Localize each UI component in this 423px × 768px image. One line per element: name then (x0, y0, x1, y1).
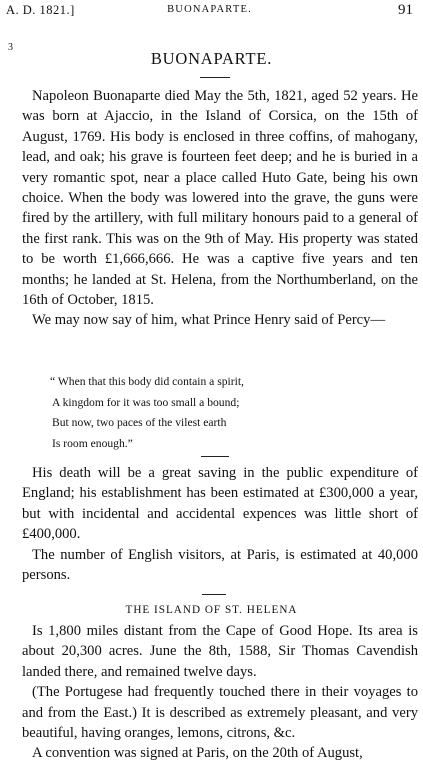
paragraph-death: Napoleon Buonaparte died May the 5th, 1821, aged 52 years. He was born at Ajaccio, in the Island of Corsica, on the 15th of August, 1769. His body is enclosed in three coffins, of mahogany, lead, and oak; his grave is fourteen feet deep; and he is buried in a very romantic spot, near a place called Huto Gate, being his own choice. When the body was lowered into the grave, the guns were fired by the artillery, with full military honours paid to a general of the first rank. This was on the 9th of May. His property was stated to be worth £1,666,666. He was a captive five years and ten months; he landed at St. Helena, from the Northumberland, on the 16th of October, 1815. (22, 88, 418, 309)
section-divider (201, 456, 229, 457)
verse-quotation (50, 372, 244, 454)
paragraph-portugese: (The Portugese had frequently touched there in their voyages to and from the East.) It is described as extremely pleasant, and very beautiful, having oranges, lemons, citrons, &c. (22, 684, 418, 742)
expenditure-text-block (22, 463, 418, 585)
st-helena-text-block (22, 621, 418, 764)
margin-mark: 3 (8, 42, 13, 53)
article-title: BUONAPARTE. (150, 49, 273, 68)
verse-line: “ When that this body did contain a spirit, (50, 375, 244, 388)
verse-line: But now, two paces of the vilest earth (52, 416, 227, 429)
running-head (6, 3, 413, 21)
page-number: 91 (398, 2, 413, 18)
paragraph-percy: We may now say of him, what Prince Henry said of Percy— (32, 312, 386, 329)
verse-line: Is room enough.” (52, 436, 133, 450)
title-divider (200, 77, 230, 78)
running-head-date: A. D. 1821.] (6, 3, 75, 17)
main-text-block (22, 86, 418, 331)
paragraph-expenditure: His death will be a great saving in the public expenditure of England; his establishment has been estimated at £300,000 a year, but with incidental and accidental expences was little short of £400,000. (22, 465, 418, 543)
running-head-title: BUONAPARTE. (167, 4, 252, 15)
section-heading: THE ISLAND OF ST. HELENA (125, 604, 298, 616)
verse-line: A kingdom for it was too small a bound; (52, 395, 240, 409)
paragraph-convention: A convention was signed at Paris, on the 20th of August, (32, 745, 363, 762)
paragraph-visitors: The number of English visitors, at Paris, is estimated at 40,000 persons. (22, 546, 418, 584)
paragraph-distance: Is 1,800 miles distant from the Cape of Good Hope. Its area is about 20,300 acres. June the 8th, 1588, Sir Thomas Cavendish landed there, and remained twelve days. (22, 623, 418, 680)
section-divider (202, 594, 226, 595)
